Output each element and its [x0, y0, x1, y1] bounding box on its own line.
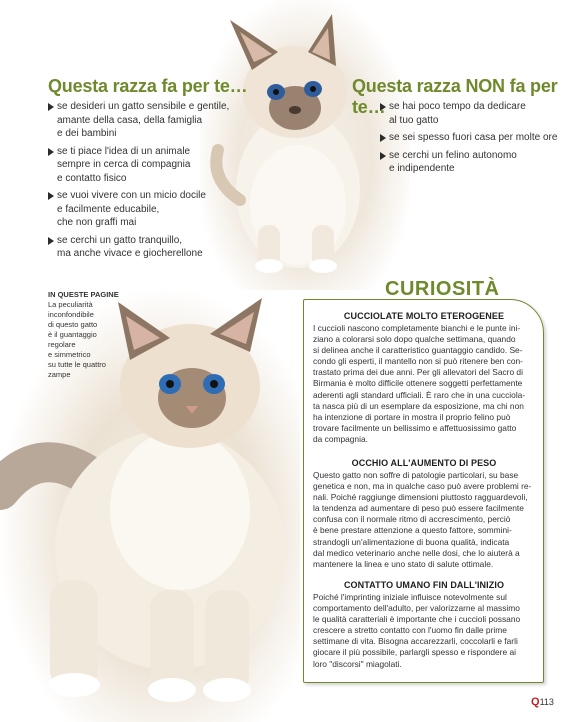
- list-item: se cerchi un felino autonomo e indipendente: [380, 149, 570, 176]
- magazine-logo-icon: Q: [531, 696, 540, 708]
- bullet-triangle-icon: [48, 192, 54, 200]
- fits-you-heading: Questa razza fa per te…: [48, 76, 248, 96]
- list-item: se ti piace l'idea di un animale sempre in cerca di compagnia e contatto fisico: [48, 145, 248, 186]
- not-for-you-list: [380, 100, 570, 180]
- adult-cat-photo: [0, 290, 300, 722]
- bullet-triangle-icon: [48, 103, 54, 111]
- bullet-triangle-icon: [48, 148, 54, 156]
- bullet-triangle-icon: [48, 237, 54, 245]
- list-item: se sei spesso fuori casa per molte ore: [380, 131, 570, 145]
- not-for-you-heading: Questa razza NON fa per te…: [352, 76, 558, 117]
- adult-cat-illustration: [0, 290, 300, 722]
- curiosity-section-weight: [313, 458, 535, 570]
- bullet-triangle-icon: [380, 134, 386, 142]
- section-body: Poiché l'imprinting iniziale influisce notevolmente sul comportamento dell'adulto, per valorizzarne al massimo le qualità caratteriali è importante che i cuccioli possano crescere a stretto contatto con l'uomo fin dalle prime settimane di vita. Bisogna accarezzarli, coccolarli e farli giocare il più possibile, parlargli spesso e rispondere ai loro "discorsi" miagolati.: [313, 592, 521, 669]
- curiosity-section-litters: [313, 311, 535, 445]
- bullet-triangle-icon: [380, 103, 386, 111]
- section-body: Questo gatto non soffre di patologie particolari, su base genetica e non, ma in qualche caso può avere problemi re- nali. Poiché raggiunge dimensioni piuttosto ragguardevoli, la tendenza ad aumentare di peso può essere facilmente confusa con il normale ritmo di accrescimento, perciò è bene prestare attenzione a questo fattore, sommini- strandogli un'alimentazione di buona qualità, indicata dal medico veterinario anche nelle dosi, che lo aiuterà a mantenere la linea e uno stato di salute ottimale.: [313, 470, 532, 569]
- list-item: se desideri un gatto sensibile e gentile, amante della casa, della famiglia e dei bambini: [48, 100, 248, 141]
- list-item: se vuoi vivere con un micio docile e facilmente educabile, che non graffi mai: [48, 189, 248, 230]
- section-heading: CONTATTO UMANO FIN DALL'INIZIO: [343, 580, 505, 590]
- bullet-triangle-icon: [380, 152, 386, 160]
- curiosity-heading: CURIOSITÀ: [385, 278, 500, 300]
- section-body: I cuccioli nascono completamente bianchi e le punte ini- ziano a colorarsi solo dopo qualche settimana, quando si delinea anche il caratteristico guantaggio candido. Se- condo gli esperti, il mantello non si può ritenere ben con- trastato prima dei due anni. Per gli allevatori del Sacro di Birmania è molto difficile ottenere soggetti perfettamente aderenti agli standard ufficiali. È raro che in una cucciola- ta nasca più di un esemplare da esposizione, ma chi non ha intenzione di portare in mostra il proprio felino può trovare facilmente un bellissimo e affettuosissimo gatto da compagnia.: [313, 323, 526, 444]
- page-number: Q113: [531, 696, 554, 708]
- section-heading: OCCHIO ALL'AUMENTO DI PESO: [351, 458, 497, 468]
- photo-caption: IN QUESTE PAGINE La peculiarità inconfondibile di questo gatto è il guantaggio regolare e simmetrico su tutte le quattro zampe: [48, 290, 128, 380]
- caption-title: IN QUESTE PAGINE: [48, 290, 119, 299]
- section-heading: CUCCIOLATE MOLTO ETEROGENEE: [343, 311, 505, 321]
- list-item: se hai poco tempo da dedicare al tuo gatto: [380, 100, 570, 127]
- list-item: se cerchi un gatto tranquillo, ma anche vivace e giocherellone: [48, 234, 248, 261]
- fits-you-list: [48, 100, 248, 265]
- curiosity-section-human-contact: [313, 580, 535, 670]
